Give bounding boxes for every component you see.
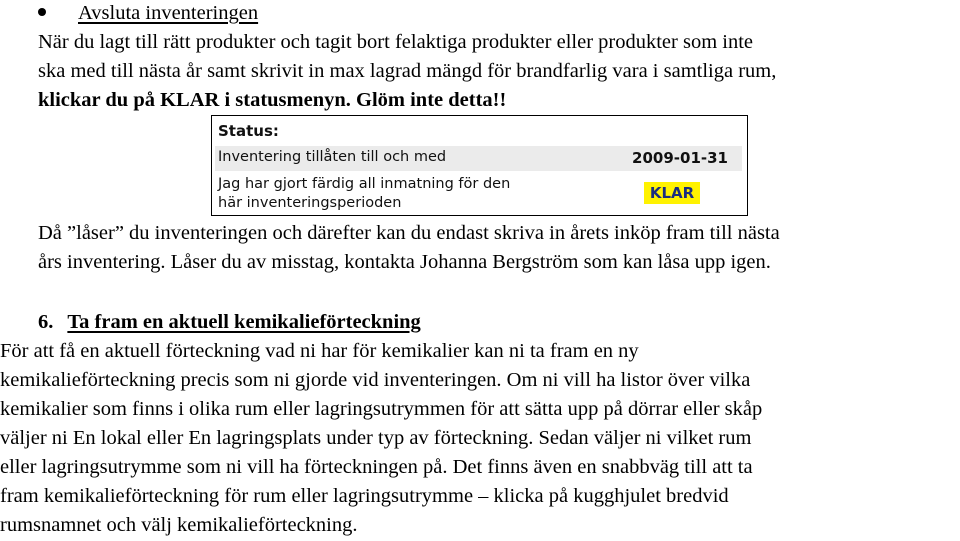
status-row-deadline [215,146,742,171]
section-heading [38,308,421,337]
section-line: kemikalieförteckning precis som ni gjorde vid inventeringen. Om ni vill ha listor över vilka [0,369,751,391]
deadline-label: Inventering tillåten till och med [218,149,447,165]
intro-line: När du lagt till rätt produkter och tagit bort felaktiga produkter eller produkter som inte [38,31,754,53]
section-line: eller lagringsutrymme som ni vill ha förteckningen på. Det finns även en snabbväg till att ta [0,456,753,478]
status-panel [211,115,748,216]
completion-text-line: Jag har gjort färdig all inmatning för den [218,176,511,192]
bullet-heading: Avsluta inventeringen [78,2,259,24]
lock-info-line: års inventering. Låser du av misstag, kontakta Johanna Bergström som kan låsa upp igen. [38,251,771,273]
section-line: fram kemikalieförteckning för rum eller lagringsutrymme – klicka på kugghjulet bredvid [0,485,729,507]
section-title: Ta fram en aktuell kemikalieförteckning [67,311,421,333]
intro-paragraph [38,28,958,115]
section-line: rumsnamnet och välj kemikalieförteckning. [0,514,358,536]
section-number: 6. [38,311,54,333]
status-title: Status: [218,122,279,140]
section-line: väljer ni En lokal eller En lagringsplats under typ av förteckning. Sedan väljer ni vilket rum [0,427,752,449]
deadline-date: 2009-01-31 [632,149,728,167]
intro-bold-line: klickar du på KLAR i statusmenyn. Glöm inte detta!! [38,89,507,111]
section-line: För att få en aktuell förteckning vad ni har för kemikalier kan ni ta fram en ny [0,340,639,362]
intro-line: ska med till nästa år samt skrivit in max lagrad mängd för brandfarlig vara i samtliga rum, [38,60,777,82]
section-body [0,337,960,540]
lock-info-paragraph [38,219,958,277]
completion-text [218,175,588,213]
lock-info-line: Då ”låser” du inventeringen och därefter kan du endast skriva in årets inköp fram till nästa [38,222,780,244]
bullet-dot-icon [38,8,46,16]
completion-text-line: här inventeringsperioden [218,195,402,211]
klar-button[interactable]: KLAR [644,182,700,204]
section-line: kemikalier som finns i olika rum eller lagringsutrymmen för att sätta upp på dörrar eller skåp [0,398,763,420]
